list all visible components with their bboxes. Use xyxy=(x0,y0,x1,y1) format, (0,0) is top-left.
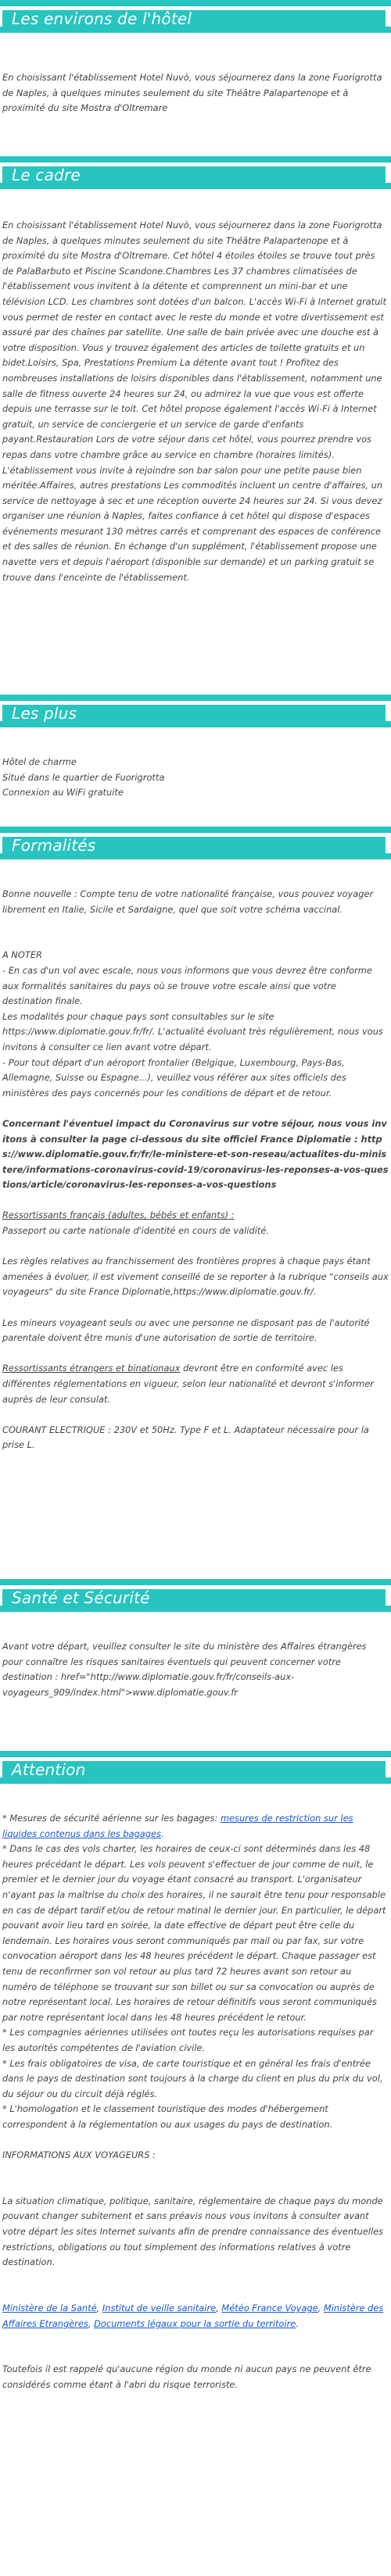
electric-current-text: COURANT ELECTRIQUE : 230V et 50Hz. Type F et L. Adaptateur nécessaire pour la prise L. xyxy=(2,1424,369,1451)
minors-text: Les mineurs voyageant seuls ou avec une personne ne disposant pas de l'autorité parentale doivent être munis d'une autorisation de sortie de territoire. xyxy=(2,1317,370,1344)
health-watch-link[interactable]: Institut de veille sanitaire xyxy=(102,2303,217,2313)
formalites-intro: Bonne nouvelle : Compte tenu de votre nationalité française, vous pouvez voyager librement en Italie, Sicile et Sardaigne, quel que soit votre schéma vaccinal. xyxy=(2,888,374,915)
health-ministry-link[interactable]: Ministère de la Santé xyxy=(2,2303,97,2313)
baggage-security-text: * Mesures de sécurité aérienne sur les bagages: xyxy=(2,1813,221,1824)
list-item: Situé dans le quartier de Fuorigrotta xyxy=(2,771,165,783)
meteo-france-link[interactable]: Météo France Voyage xyxy=(221,2303,318,2313)
section-text: En choisissant l'établissement Hotel Nuvò, vous séjournerez dans la zone Fuorigrotta de Naples, à quelques minutes seulement du site Théâtre Palapartenope et à proximité du site Mostra d'Oltremare xyxy=(2,72,382,114)
info-text: La situation climatique, politique, sanitaire, réglementaire de chaque pays du monde pouvant changer subitement et sans préavis nous vous invitons à consulter avant votre départ les sites Internet suivants afin de prendre connaissance des éventuelles restrictions, obligations ou tout simplement des informations relatives à votre destination. xyxy=(2,2195,384,2268)
section-header xyxy=(0,1579,391,1612)
charter-flights-text: * Dans le cas des vols charter, les horaires de ceux-ci sont déterminés dans les 48 heures précédant le départ. Les vols peuvent s'effectuer de jour comme de nuit, le premier et le dernier jour du voyage étant consacré au transport. L'organisateur n'ayant pas la maîtrise du choix des horaires, il ne saurait être tenu pour responsable en cas de départ tardif et/ou de retour matinal le dernier jour. En particulier, le départ pouvant avoir lieu tard en soirée, la date effective de départ peut être celle du lendemain. Les horaires vous seront communiqués par mail ou par fax, sur votre convocation aéroport dans les 48 heures précédent le départ. Chaque passager est tenu de reconfirmer son vol retour au plus tard 72 heures avant son retour au numéro de téléphone se trouvant sur son billet ou sur sa convocation ou auprès de notre représentant local. Les horaires de retour définitifs vous seront communiqués par notre représentant local dans les 48 heures précédent le retour. xyxy=(2,1843,386,2023)
section-formalites xyxy=(0,827,391,1453)
list-item: Connexion au WiFi gratuite xyxy=(2,787,124,799)
french-nationals-text: Passeport ou carte nationale d'identité en cours de validité. xyxy=(2,1225,269,1237)
section-title: Formalités xyxy=(12,836,96,855)
punctuation: . xyxy=(160,1827,164,1839)
border-rules-text: Les règles relatives au franchissement des frontières propres à chaque pays étant amenées à évoluer, il est vivement conseillé de se reporter à la rubrique "conseils aux voyageurs" du site France Diplomatie,https://www.diplomatie.gouv.fr/. xyxy=(2,1256,389,1298)
foreign-nationals-heading: Ressortissants étrangers et binationaux xyxy=(2,1363,181,1374)
section-header xyxy=(0,156,391,189)
section-text: En choisissant l'établissement Hotel Nuvò, vous séjournerez dans la zone Fuorigrotta de Naples, à quelques minutes seulement du site Théâtre Palapartenope et à proximité du site Mostra d'Oltremare. Cet hôtel 4 étoiles étoiles se trouve tout près de PalaBarbuto et Piscine Scandone.Chambres Les 37 chambres climatisées de l'établissement vous invitent à la détente et comprennent un mini-bar et une télévision LCD. Les chambres sont dotées d'un balcon. L'accès Wi-Fi à Internet gratuit vous permet de rester en contact avec le reste du monde et votre divertissement est assuré par des chaînes par satellite. Une salle de bain privée avec une douche est à votre disposition. Vous y trouvez également des articles de toilette gratuits et un bidet.Loisirs, Spa, Prestations Premium La détente avant tout ! Profitez des nombreuses installations de loisirs disponibles dans l'établissement, notamment une salle de fitness ouverte 24 heures sur 24, ou admirez la vue que vous est offerte depuis une terrasse sur le toit. Cet hôtel propose également l'accès Wi-Fi à Internet gratuit, un service de conciergerie et un service de garde d'enfants payant.Restauration Lors de votre séjour dans cet hôtel, vous pourrez prendre vos repas dans votre chambre grâce au service en chambre (horaires limités). L'établissement vous invite à rejoindre son bar salon pour une petite pause bien méritée.Affaires, autres prestations Les commodités incluent un centre d'affaires, un service de nettoyage à sec et une réception ouverte 24 heures sur 24. Si vous devez organiser une réunion à Naples, faites confiance à cet hôtel qui dispose d'espaces événements mesurant 130 mètres carrés et comprenant des espaces de conférence et des salles de réunion. En échange d'un supplément, l'établissement propose une navette vers et depuis l'aéroport (disponible sur demande) et un parking gratuit se trouve dans l'enceinte de l'établissement. xyxy=(2,220,386,583)
section-cadre xyxy=(0,156,391,585)
info-heading: INFORMATIONS AUX VOYAGEURS : xyxy=(2,2149,156,2161)
foreign-nationals-text: devront être en conformité avec les différentes réglementations en vigueur, selon leur nationalité et devront s'informer auprès de leur consulat. xyxy=(2,1363,375,1405)
section-header xyxy=(0,827,391,859)
coronavirus-notice: Concernant l'éventuel impact du Coronavirus sur votre séjour, nous vous invitons à consulter la page ci-dessous du site officiel France Diplomatie : https://www.diplomatie.gouv.fr/fr/le-ministere-et-son-reseau/actualites-du-ministere/informations-coronavirus-covid-19/coronavirus-les-reponses-a-vos-questions/article/coronavirus-les-reponses-a-vos-questions xyxy=(2,1117,389,1191)
section-environs xyxy=(0,0,391,116)
section-plus xyxy=(0,695,391,801)
section-sante xyxy=(0,1579,391,1700)
liquids-restriction-link[interactable]: mesures de restriction sur les liquides contenus dans les bagages xyxy=(2,1813,353,1839)
list-item: Hôtel de charme xyxy=(2,756,77,767)
section-title: Le cadre xyxy=(12,166,81,184)
section-title: Attention xyxy=(12,1760,86,1779)
section-header xyxy=(0,0,391,33)
section-header xyxy=(0,1751,391,1784)
airlines-text: * Les compagnies aériennes utilisées ont toutes reçu les autorisations requises par les autorités compétentes de l'aviation civile. xyxy=(2,2027,374,2053)
french-nationals-heading: Ressortissants français (adultes, bébés et enfants) : xyxy=(2,1209,235,1221)
section-title: Les plus xyxy=(12,704,77,723)
section-header xyxy=(0,695,391,727)
section-title: Les environs de l'hôtel xyxy=(12,9,192,28)
section-text: Avant votre départ, veuillez consulter le site du ministère des Affaires étrangères pour connaître les risques sanitaires éventuels qui peuvent concerner votre destination : href="http://www.diplomatie.gouv.fr/fr/conseils-aux-voyageurs_909/index.html">www.diplomatie.gouv.fr xyxy=(2,1641,367,1698)
section-title: Santé et Sécurité xyxy=(12,1588,150,1607)
foreign-affairs-link[interactable]: Ministère des Affaires Etrangères xyxy=(2,2303,384,2329)
section-attention: Attention * Mesures de sécurité aérienne sur les bagages: mesures de restriction sur les liquides contenus dans les bagages. * Dans le cas des vols charter, les horaires de ceux-ci sont déterminés dans les 48 heures précédant le départ. Les vols peuvent s'effectuer de jour comme de nuit, le premier et le dernier jour du voyage étant consacré au transport. L'organisateur n'ayant pas la maîtrise du choix des horaires, il ne saurait être tenu pour responsable en cas de départ tardif et/ou de retour matinal le dernier jour. En particulier, le départ pouvant avoir lieu tard en soirée, la date effective de départ peut être celle du lendemain. Les horaires vous seront communiqués par mail ou par fax, sur votre convocation aéroport dans les 48 heures précédent le départ. Chaque passager est tenu de reconfirmer son vol retour au plus tard 72 heures avant son retour au numéro de téléphone se trouvant sur son billet ou sur sa convocation ou auprès de notre représentant local. Les horaires de retour définitifs vous seront communiqués par notre représentant local dans les 48 heures précédent le retour. * Les compagnies aériennes utilisées ont toutes reçu les autorisations requises par les autorités compétentes de l'aviation civile. * Les frais obligatoires de visa, de carte touristique et en général les frais d'entrée dans le pays de destination sont toujours à la charge du client en plus du prix du vol, du séjour ou du circuit déjà réglés. * L'homologation et le classement touristique des modes d'hébergement correspondent à la réglementation ou aux usages du pays de destination. INFORMATIONS AUX VOYAGEURS : La situation climatique, politique, sanitaire, réglementaire de chaque pays du monde pouvant changer subitement et sans préavis nous vous invitons à consulter avant votre départ les sites Internet suivants afin de prendre connaissance des éventuelles restrictions, obligations ou tout simplement des informations relatives à votre destination. Ministère de la Santé, Institut de veille sanitaire, Météo France Voyage, Ministère des Affaires Etrangères, Documents légaux pour la sortie du territoire. Toutefois il est rappelé qu'aucune région du monde ni aucun pays ne peuvent être considérés comme étant à l'abri du risque terroriste. xyxy=(0,1751,391,2393)
visa-fees-text: * Les frais obligatoires de visa, de carte touristique et en général les frais d'entrée dans le pays de destination sont toujours à la charge du client en plus du prix du vol, du séjour ou du circuit déjà réglés. xyxy=(2,2057,383,2099)
legal-documents-link[interactable]: Documents légaux pour la sortie du territoire xyxy=(94,2317,296,2329)
terrorism-text: Toutefois il est rappelé qu'aucune région du monde ni aucun pays ne peuvent être considérés comme étant à l'abri du risque terroriste. xyxy=(2,2363,371,2390)
formalites-note: A NOTER - En cas d'un vol avec escale, nous vous informons que vous devrez être conforme aux formalités sanitaires du pays où se trouve votre escale ainsi que votre destination finale. Les modalités pour chaque pays sont consultables sur le site https://www.diplomatie.gouv.fr/fr/. L'actualité évoluant très régulièrement, nous vous invitons à consulter ce lien avant votre départ. - Pour tout départ d'un aéroport frontalier (Belgique, Luxembourg, Pays-Bas, Allemagne, Suisse ou Espagne...), veuillez vous référer aux sites officiels des ministères des pays concernés pour les conditions de départ et de retour. xyxy=(2,949,383,1099)
classification-text: * L'homologation et le classement touristique des modes d'hébergement correspondent à la réglementation ou aux usages du pays de destination. xyxy=(2,2103,333,2130)
